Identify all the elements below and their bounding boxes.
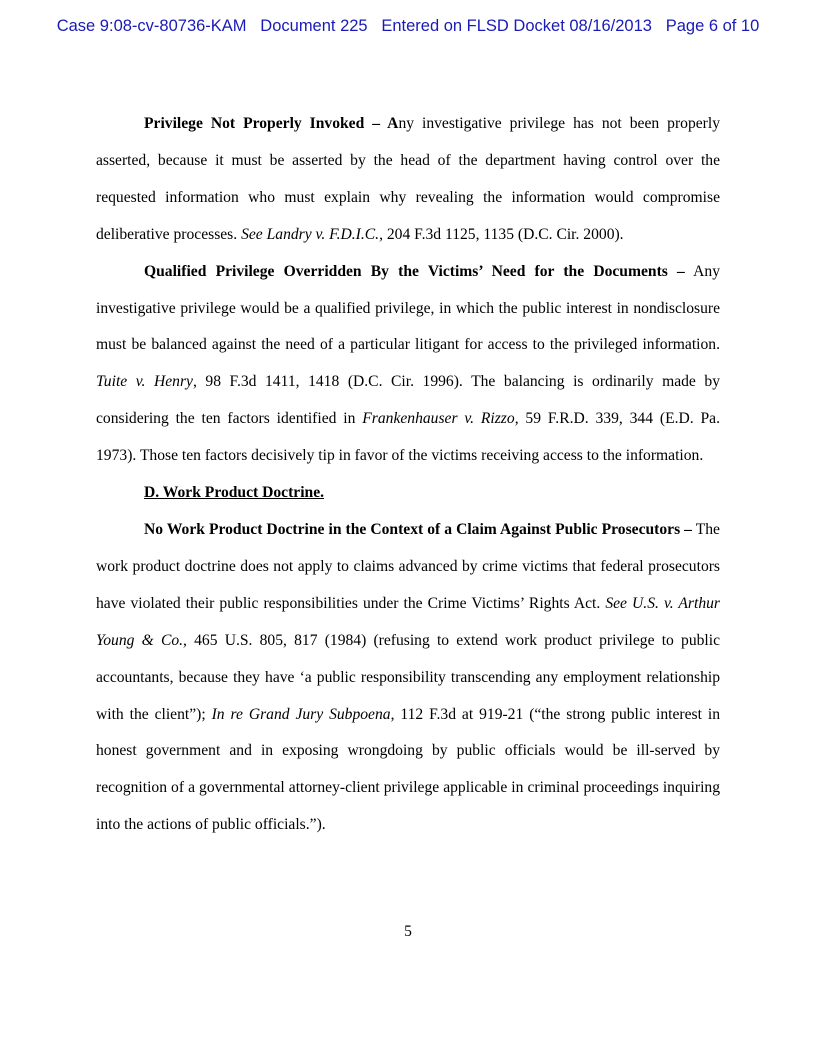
- paragraph-text: The work product doctrine does not apply to claims advanced by crime victims that federal prosecutors have violated their public responsibilities under the Crime Victims’ Rights Act.: [96, 520, 720, 612]
- paragraph-heading: Qualified Privilege Overridden By the Victims’ Need for the Documents –: [144, 262, 685, 280]
- case-citation: See Landry v. F.D.I.C.: [241, 225, 380, 243]
- paragraph-qualified-privilege: [96, 254, 720, 475]
- paragraph-text: , 112 F.3d at 919-21 (“the strong public interest in honest government and in exposing wrongdoing by public officials would be ill-served by recognition of a governmental attorney-client privilege applicable in criminal proceedings inquiring into the actions of public officials.”).: [96, 705, 720, 834]
- paragraph-text: Any investigative privilege would be a qualified privilege, in which the public interest in nondisclosure must be balanced against the need of a particular litigant for access to the privileged information.: [96, 262, 720, 354]
- paragraph-privilege-not-invoked: [96, 106, 720, 254]
- paragraph-work-product: [96, 512, 720, 844]
- case-citation: See U.S. v. Arthur Young & Co.: [96, 594, 720, 649]
- section-heading: [96, 475, 720, 512]
- paragraph-text: , 59 F.R.D. 339, 344 (E.D. Pa. 1973). Those ten factors decisively tip in favor of the victims receiving access to the information.: [96, 410, 720, 465]
- page-number: 5: [404, 923, 412, 940]
- paragraph-heading: No Work Product Doctrine in the Context of a Claim Against Public Prosecutors –: [144, 520, 692, 538]
- docket-stamp: Case 9:08-cv-80736-KAM Document 225 Entered on FLSD Docket 08/16/2013 Page 6 of 10: [56, 17, 760, 35]
- document-body: [96, 106, 720, 844]
- citation-text: , 204 F.3d 1125, 1135 (D.C. Cir. 2000).: [379, 225, 624, 243]
- section-heading-text: D. Work Product Doctrine.: [144, 484, 325, 502]
- paragraph-text: , 98 F.3d 1411, 1418 (D.C. Cir. 1996). The balancing is ordinarily made by considering the ten factors identified in: [96, 373, 720, 428]
- case-citation: Tuite v. Henry: [96, 373, 193, 391]
- paragraph-heading: Privilege Not Properly Invoked – A: [144, 115, 399, 132]
- paragraph-text: ny investigative privilege has not been properly asserted, because it must be asserted by the head of the department having control over the requested information who must explain why revealing the information would compromise deliberative processes.: [96, 115, 720, 243]
- case-citation: In re Grand Jury Subpoena: [211, 705, 391, 723]
- paragraph-text: , 465 U.S. 805, 817 (1984) (refusing to extend work product privilege to public accountants, because they have ‘a public responsibility transcending any employment relationship with the client”);: [96, 631, 721, 723]
- case-citation: Frankenhauser v. Rizzo: [362, 410, 515, 428]
